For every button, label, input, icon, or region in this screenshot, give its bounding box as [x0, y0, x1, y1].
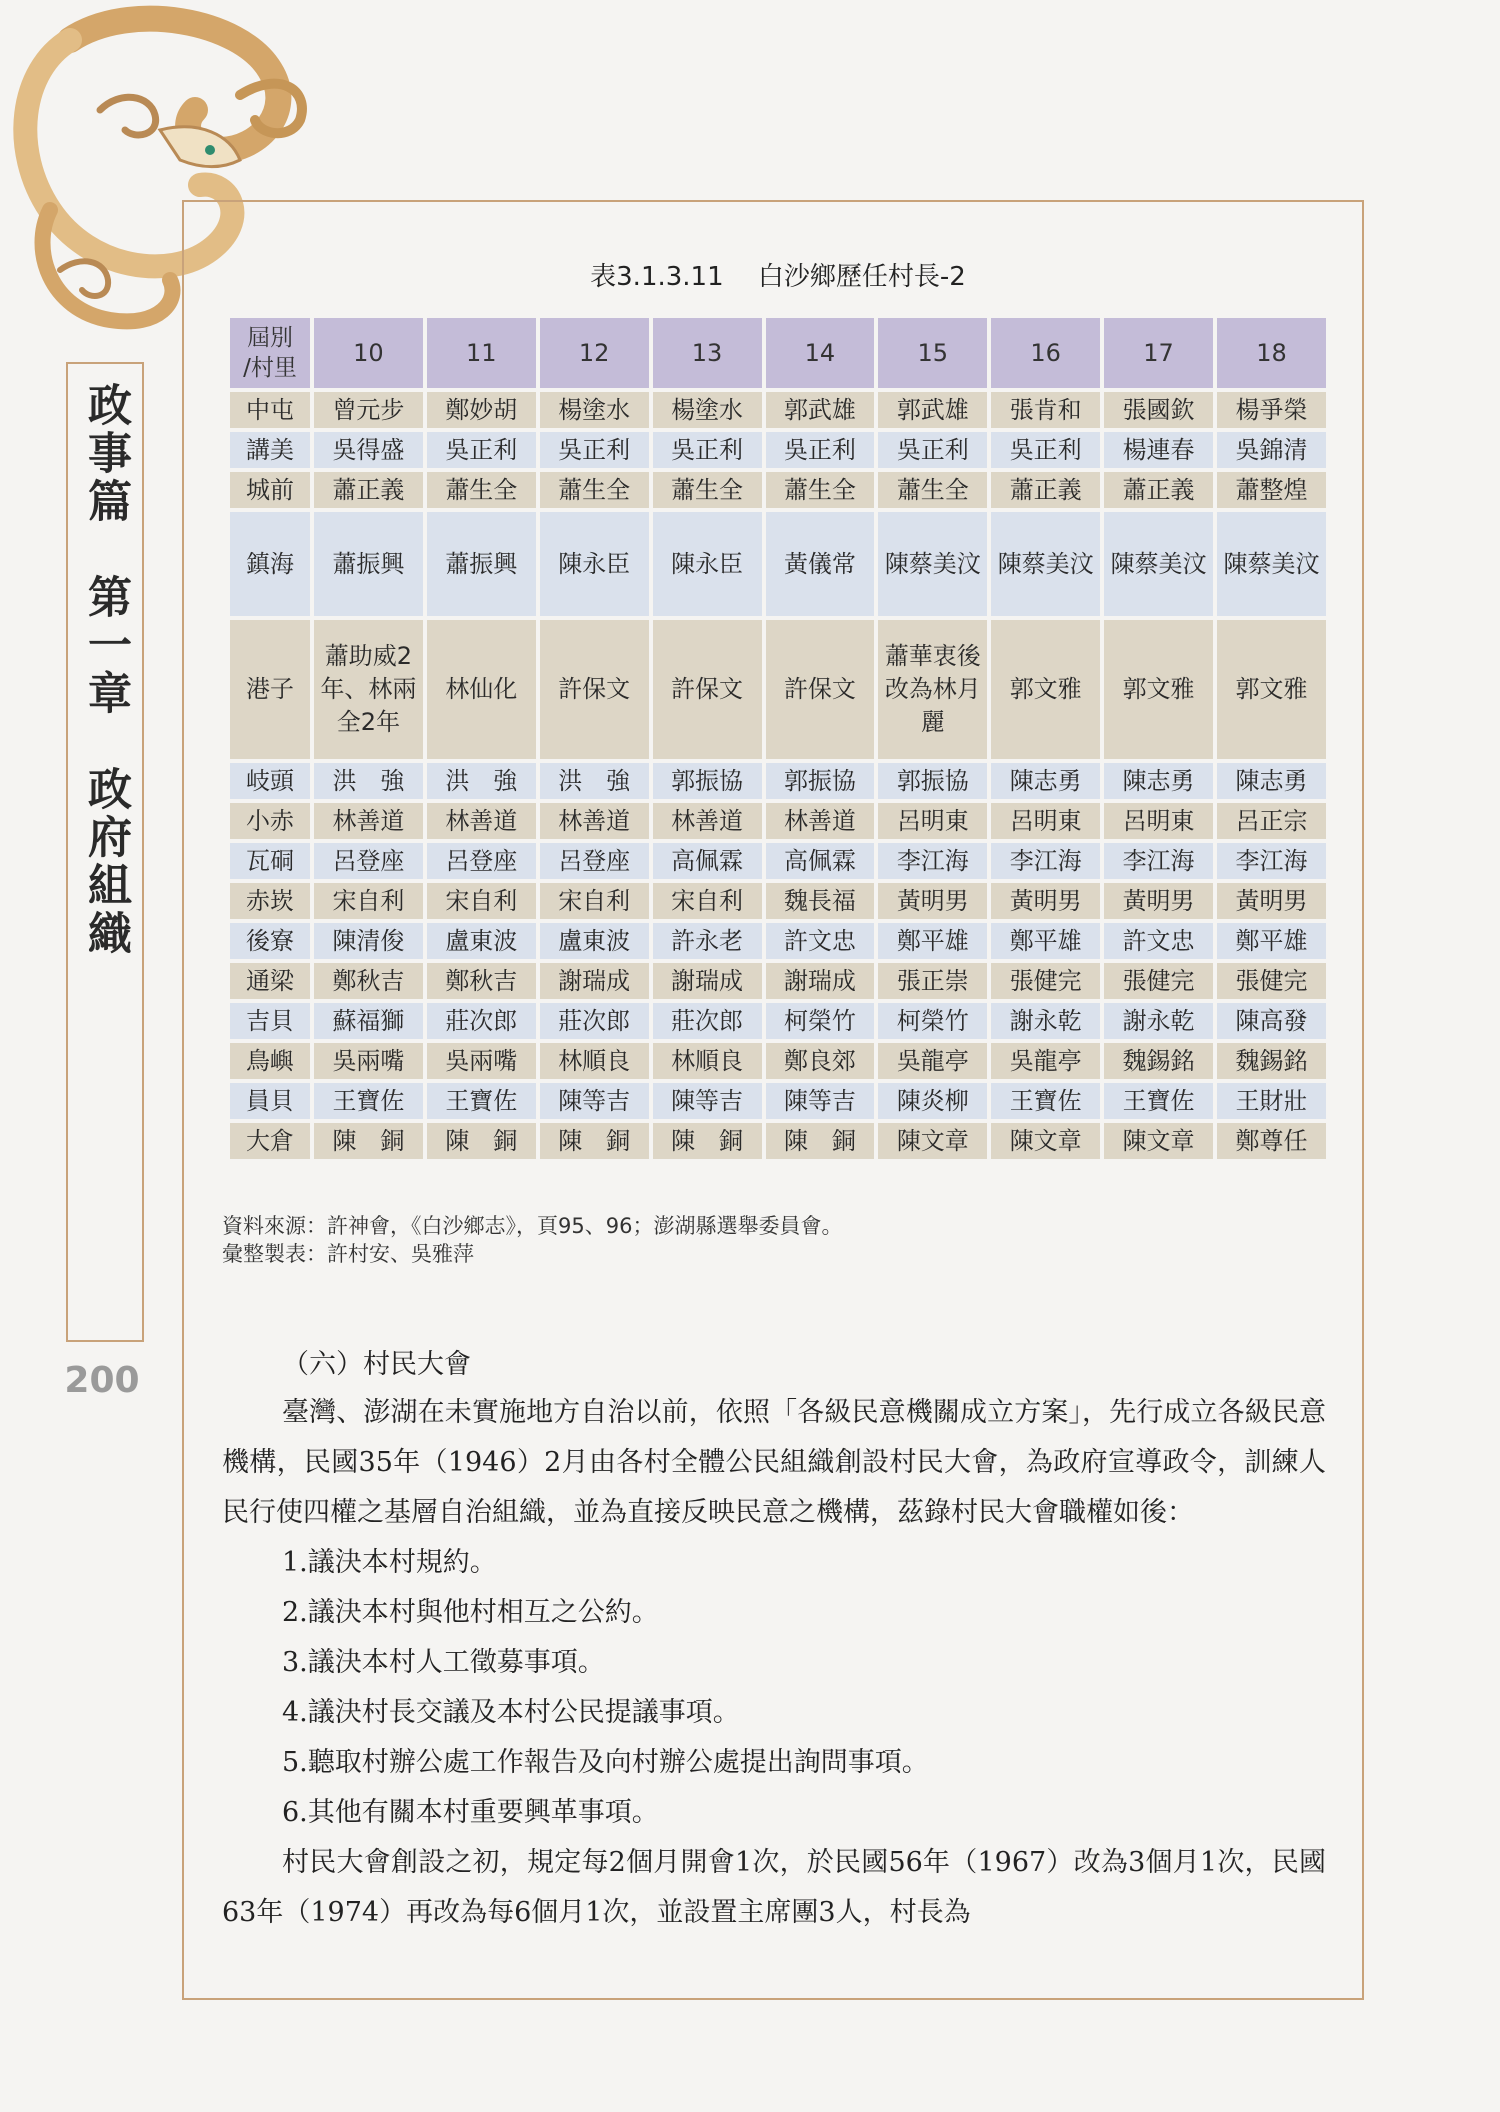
chief-name-cell: 陳 銅: [766, 1123, 875, 1159]
chief-name-cell: 鄭平雄: [878, 923, 987, 959]
chief-name-cell: 陳 銅: [427, 1123, 536, 1159]
chief-name-cell: 許文忠: [766, 923, 875, 959]
chief-name-cell: 楊塗水: [653, 392, 762, 428]
village-name-cell: 城前: [230, 472, 310, 508]
chief-name-cell: 林仙化: [427, 620, 536, 759]
section-heading: （六）村民大會: [282, 1349, 471, 1380]
chief-name-cell: 陳等吉: [766, 1083, 875, 1119]
chief-name-cell: 呂登座: [314, 843, 423, 879]
chief-name-cell: 謝瑞成: [653, 963, 762, 999]
chief-name-cell: 郭武雄: [878, 392, 987, 428]
chief-name-cell: 張健完: [1217, 963, 1326, 999]
village-name-cell: 赤崁: [230, 883, 310, 919]
chief-name-cell: 高佩霖: [653, 843, 762, 879]
chief-name-cell: 洪 強: [540, 763, 649, 799]
chief-name-cell: 魏長福: [766, 883, 875, 919]
chief-name-cell: 盧東波: [540, 923, 649, 959]
chief-name-cell: 陳 銅: [314, 1123, 423, 1159]
chief-name-cell: 鄭秋吉: [314, 963, 423, 999]
paragraph: 村民大會創設之初，規定每2個月開會1次，於民國56年（1967）改為3個月1次，民國63年（1974）再改為每6個月1次，並設置主席團3人，村長為: [222, 1847, 1326, 1928]
chief-name-cell: 林善道: [427, 803, 536, 839]
village-name-cell: 岐頭: [230, 763, 310, 799]
source-line: 資料來源：許神會，《白沙鄉志》，頁95、96；澎湖縣選舉委員會。: [222, 1214, 843, 1238]
chief-name-cell: 許文忠: [1104, 923, 1213, 959]
chief-name-cell: 鄭平雄: [1217, 923, 1326, 959]
chief-name-cell: 謝永乾: [991, 1003, 1100, 1039]
chief-name-cell: 洪 強: [314, 763, 423, 799]
chief-name-cell: 吳正利: [766, 432, 875, 468]
chief-name-cell: 宋自利: [427, 883, 536, 919]
table-row: [230, 763, 1326, 799]
chief-name-cell: 呂登座: [540, 843, 649, 879]
chief-name-cell: 陳永臣: [653, 512, 762, 616]
village-name-cell: 瓦硐: [230, 843, 310, 879]
chief-name-cell: 陳 銅: [540, 1123, 649, 1159]
village-name-cell: 小赤: [230, 803, 310, 839]
village-name-cell: 港子: [230, 620, 310, 759]
village-name-cell: 鳥嶼: [230, 1043, 310, 1079]
chief-name-cell: 曾元步: [314, 392, 423, 428]
chief-name-cell: 陳蔡美汶: [878, 512, 987, 616]
chief-name-cell: 許保文: [766, 620, 875, 759]
chief-name-cell: 楊塗水: [540, 392, 649, 428]
chief-name-cell: 吳兩嘴: [314, 1043, 423, 1079]
chief-name-cell: 鄭妙胡: [427, 392, 536, 428]
chief-name-cell: 郭振協: [878, 763, 987, 799]
list-item: 1.議決本村規約。: [282, 1547, 497, 1578]
table-row: [230, 512, 1326, 616]
table-row: [230, 1123, 1326, 1159]
village-name-cell: 大倉: [230, 1123, 310, 1159]
village-name-cell: 中屯: [230, 392, 310, 428]
chief-name-cell: 吳得盛: [314, 432, 423, 468]
term-header: 14: [766, 318, 875, 388]
corner-header: [230, 318, 310, 388]
chief-name-cell: 王寶佐: [991, 1083, 1100, 1119]
chief-name-cell: 陳蔡美汶: [1104, 512, 1213, 616]
chief-name-cell: 林善道: [766, 803, 875, 839]
chief-name-cell: 莊次郎: [427, 1003, 536, 1039]
chief-name-cell: 陳志勇: [1217, 763, 1326, 799]
list-item: 5.聽取村辦公處工作報告及向村辦公處提出詢問事項。: [282, 1747, 929, 1778]
table-row: [230, 432, 1326, 468]
table-row: [230, 1043, 1326, 1079]
chapter-sidebar: [66, 362, 144, 1342]
chief-name-cell: 宋自利: [314, 883, 423, 919]
chief-name-cell: 吳龍亭: [991, 1043, 1100, 1079]
term-header: 12: [540, 318, 649, 388]
chief-name-cell: 吳正利: [991, 432, 1100, 468]
list-item: 2.議決本村與他村相互之公約。: [282, 1597, 659, 1628]
chief-name-cell: 張正崇: [878, 963, 987, 999]
village-name-cell: 吉貝: [230, 1003, 310, 1039]
paragraph: 臺灣、澎湖在未實施地方自治以前，依照「各級民意機關成立方案」，先行成立各級民意機構，民國35年（1946）2月由各村全體公民組織創設村民大會，為政府宣導政令，訓練人民行使四權之基層自治組織，並為直接反映民意之機構，茲錄村民大會職權如後：: [222, 1397, 1326, 1528]
chief-name-cell: 謝瑞成: [540, 963, 649, 999]
chief-name-cell: 林順良: [653, 1043, 762, 1079]
table-row: [230, 883, 1326, 919]
chief-name-cell: 吳正利: [878, 432, 987, 468]
chief-name-cell: 呂登座: [427, 843, 536, 879]
chief-name-cell: 郭文雅: [1104, 620, 1213, 759]
chief-name-cell: 蕭正義: [314, 472, 423, 508]
chief-name-cell: 王財壯: [1217, 1083, 1326, 1119]
corner-header-line1: 屆別: [247, 325, 293, 351]
table-row: [230, 843, 1326, 879]
chief-name-cell: 陳蔡美汶: [991, 512, 1100, 616]
chief-name-cell: 張健完: [1104, 963, 1213, 999]
chief-name-cell: 李江海: [991, 843, 1100, 879]
chief-name-cell: 郭文雅: [991, 620, 1100, 759]
table-row: [230, 1003, 1326, 1039]
chief-name-cell: 吳正利: [427, 432, 536, 468]
chief-name-cell: 蕭生全: [540, 472, 649, 508]
chief-name-cell: 呂明東: [878, 803, 987, 839]
chief-name-cell: 陳清俊: [314, 923, 423, 959]
table-row: [230, 923, 1326, 959]
chief-name-cell: 洪 強: [427, 763, 536, 799]
chief-name-cell: 莊次郎: [540, 1003, 649, 1039]
table-row: [230, 1083, 1326, 1119]
chief-name-cell: 李江海: [878, 843, 987, 879]
chief-name-cell: 陳文章: [991, 1123, 1100, 1159]
chief-name-cell: 蕭振興: [427, 512, 536, 616]
chief-name-cell: 謝瑞成: [766, 963, 875, 999]
chief-name-cell: 楊連春: [1104, 432, 1213, 468]
chief-name-cell: 王寶佐: [1104, 1083, 1213, 1119]
chief-name-cell: 黃明男: [878, 883, 987, 919]
chief-name-cell: 林善道: [540, 803, 649, 839]
chief-name-cell: 陳蔡美汶: [1217, 512, 1326, 616]
chief-name-cell: 魏錫銘: [1217, 1043, 1326, 1079]
chief-name-cell: 林順良: [540, 1043, 649, 1079]
table-title: 表3.1.3.11 白沙鄉歷任村長-2: [590, 262, 966, 292]
chief-name-cell: 陳志勇: [1104, 763, 1213, 799]
chief-name-cell: 莊次郎: [653, 1003, 762, 1039]
chief-name-cell: 宋自利: [653, 883, 762, 919]
chief-name-cell: 蕭助威2年、林兩全2年: [314, 620, 423, 759]
chief-name-cell: 陳炎柳: [878, 1083, 987, 1119]
table-row: [230, 803, 1326, 839]
chief-name-cell: 楊爭榮: [1217, 392, 1326, 428]
chief-name-cell: 盧東波: [427, 923, 536, 959]
village-name-cell: 講美: [230, 432, 310, 468]
chief-name-cell: 郭武雄: [766, 392, 875, 428]
chief-name-cell: 陳等吉: [653, 1083, 762, 1119]
table-source-note: [222, 1212, 842, 1268]
chief-name-cell: 陳文章: [1104, 1123, 1213, 1159]
chief-name-cell: 李江海: [1104, 843, 1213, 879]
chief-name-cell: 王寶佐: [427, 1083, 536, 1119]
village-chiefs-table: [226, 314, 1330, 1163]
chief-name-cell: 呂明東: [991, 803, 1100, 839]
chief-name-cell: 呂正宗: [1217, 803, 1326, 839]
chief-name-cell: 許保文: [540, 620, 649, 759]
chief-name-cell: 吳兩嘴: [427, 1043, 536, 1079]
chief-name-cell: 鄭良郊: [766, 1043, 875, 1079]
chief-name-cell: 鄭秋吉: [427, 963, 536, 999]
chapter-title: 政事篇 第一章 政府組織: [80, 382, 131, 958]
chief-name-cell: 張國欽: [1104, 392, 1213, 428]
chief-name-cell: 蕭華衷後改為林月麗: [878, 620, 987, 759]
term-header: 16: [991, 318, 1100, 388]
term-header: 10: [314, 318, 423, 388]
list-item: 6.其他有關本村重要興革事項。: [282, 1797, 659, 1828]
body-text: [222, 1388, 1326, 1938]
chief-name-cell: 吳正利: [540, 432, 649, 468]
chief-name-cell: 林善道: [314, 803, 423, 839]
term-header: 11: [427, 318, 536, 388]
chief-name-cell: 陳等吉: [540, 1083, 649, 1119]
list-item: 4.議決村長交議及本村公民提議事項。: [282, 1697, 740, 1728]
chief-name-cell: 陳高發: [1217, 1003, 1326, 1039]
chief-name-cell: 王寶佐: [314, 1083, 423, 1119]
village-name-cell: 後寮: [230, 923, 310, 959]
page-number: 200: [64, 1360, 140, 1401]
chief-name-cell: 陳 銅: [653, 1123, 762, 1159]
table-row: [230, 620, 1326, 759]
chief-name-cell: 黃明男: [991, 883, 1100, 919]
chief-name-cell: 黃明男: [1217, 883, 1326, 919]
chief-name-cell: 黃明男: [1104, 883, 1213, 919]
chief-name-cell: 謝永乾: [1104, 1003, 1213, 1039]
chief-name-cell: 郭振協: [766, 763, 875, 799]
chief-name-cell: 林善道: [653, 803, 762, 839]
chief-name-cell: 蕭正義: [991, 472, 1100, 508]
chief-name-cell: 陳永臣: [540, 512, 649, 616]
term-header: 18: [1217, 318, 1326, 388]
chief-name-cell: 郭文雅: [1217, 620, 1326, 759]
chief-name-cell: 蕭生全: [878, 472, 987, 508]
chief-name-cell: 鄭平雄: [991, 923, 1100, 959]
compiler-line: 彙整製表：許村安、吳雅萍: [222, 1242, 474, 1266]
chief-name-cell: 李江海: [1217, 843, 1326, 879]
list-item: 3.議決本村人工徵募事項。: [282, 1647, 605, 1678]
chief-name-cell: 蕭整煌: [1217, 472, 1326, 508]
term-header: 13: [653, 318, 762, 388]
village-name-cell: 通梁: [230, 963, 310, 999]
chief-name-cell: 張肯和: [991, 392, 1100, 428]
chief-name-cell: 蕭正義: [1104, 472, 1213, 508]
village-name-cell: 鎮海: [230, 512, 310, 616]
chief-name-cell: 蕭生全: [766, 472, 875, 508]
chief-name-cell: 郭振協: [653, 763, 762, 799]
village-name-cell: 員貝: [230, 1083, 310, 1119]
chief-name-cell: 魏錫銘: [1104, 1043, 1213, 1079]
chief-name-cell: 柯榮竹: [766, 1003, 875, 1039]
chief-name-cell: 許永老: [653, 923, 762, 959]
table-row: [230, 963, 1326, 999]
chief-name-cell: 張健完: [991, 963, 1100, 999]
chief-name-cell: 吳龍亭: [878, 1043, 987, 1079]
chief-name-cell: 黃儀常: [766, 512, 875, 616]
chief-name-cell: 吳錦清: [1217, 432, 1326, 468]
chief-name-cell: 陳文章: [878, 1123, 987, 1159]
chief-name-cell: 鄭尊任: [1217, 1123, 1326, 1159]
chief-name-cell: 柯榮竹: [878, 1003, 987, 1039]
corner-header-line2: /村里: [243, 355, 297, 381]
chief-name-cell: 高佩霖: [766, 843, 875, 879]
table-row: [230, 392, 1326, 428]
chief-name-cell: 宋自利: [540, 883, 649, 919]
chief-name-cell: 呂明東: [1104, 803, 1213, 839]
chief-name-cell: 陳志勇: [991, 763, 1100, 799]
table-row: [230, 472, 1326, 508]
table-header-row: [230, 318, 1326, 388]
term-header: 17: [1104, 318, 1213, 388]
term-header: 15: [878, 318, 987, 388]
chief-name-cell: 蕭振興: [314, 512, 423, 616]
chief-name-cell: 許保文: [653, 620, 762, 759]
chief-name-cell: 蘇福獅: [314, 1003, 423, 1039]
chief-name-cell: 蕭生全: [427, 472, 536, 508]
chief-name-cell: 蕭生全: [653, 472, 762, 508]
chief-name-cell: 吳正利: [653, 432, 762, 468]
